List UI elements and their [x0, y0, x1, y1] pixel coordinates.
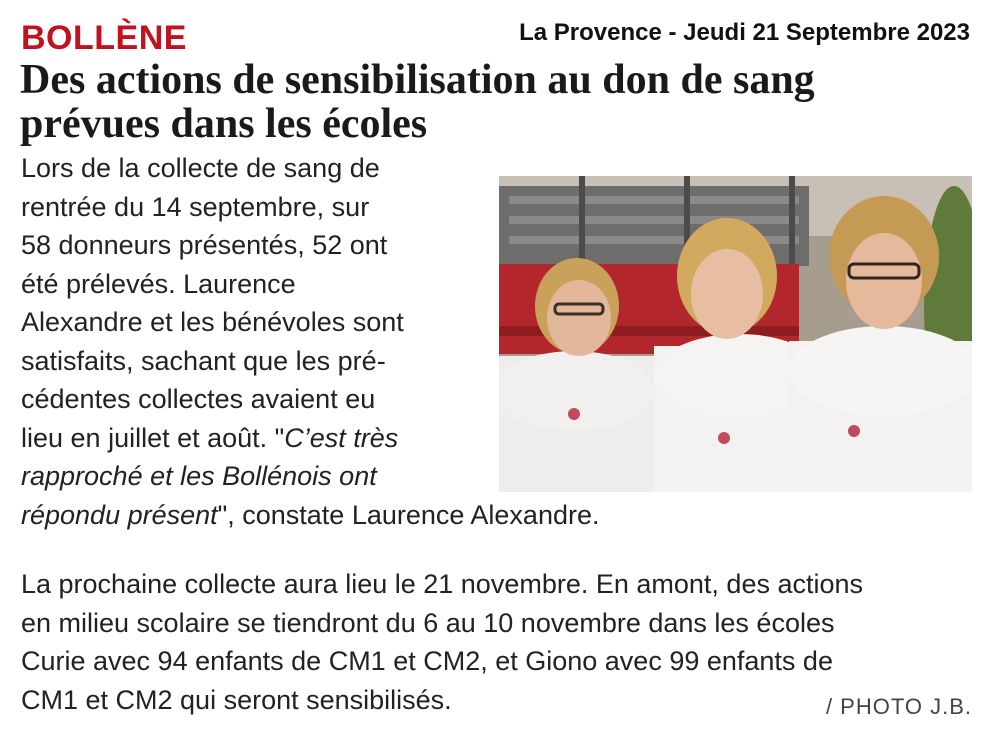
- volunteers-photo: [499, 176, 972, 492]
- body-line: Curie avec 94 enfants de CM1 et CM2, et Giono avec 99 enfants de: [21, 646, 833, 676]
- body-line: rentrée du 14 septembre, sur: [21, 191, 370, 222]
- article-column: [21, 149, 600, 534]
- headline-line: prévues dans les écoles: [20, 101, 428, 147]
- section-label: BOLLÈNE: [21, 19, 187, 57]
- body-line: cédentes collectes avaient eu: [21, 384, 376, 414]
- body-line: Alexandre et les bénévoles sont: [21, 307, 404, 337]
- body-line: Lors de la collecte de sang de: [21, 153, 380, 183]
- body-line: en milieu scolaire se tiendront du 6 au 10 novembre dans les écoles: [21, 607, 835, 638]
- body-text-plain: lieu en juillet et août. ": [21, 422, 285, 453]
- quote-line: rapproché et les Bollénois ont: [21, 461, 377, 491]
- body-line: CM1 et CM2 qui seront sensibilisés.: [21, 684, 452, 715]
- body-line: La prochaine collecte aura lieu le 21 novembre. En amont, des actions: [21, 569, 864, 599]
- body-line: [21, 496, 600, 535]
- headline-line: Des actions de sensibilisation au don de sang: [20, 57, 815, 103]
- headline: [20, 58, 970, 146]
- photo-credit: / PHOTO J.B.: [825, 694, 972, 719]
- quote-text: répondu présent: [21, 499, 218, 530]
- body-text-plain: ", constate Laurence Alexandre.: [217, 499, 600, 530]
- body-line: satisfaits, sachant que les pré-: [21, 345, 386, 376]
- body-line: été prélevés. Laurence: [21, 268, 296, 299]
- quote-text: C’est très: [284, 422, 399, 453]
- body-line: 58 donneurs présentés, 52 ont: [21, 230, 388, 260]
- dateline: La Provence - Jeudi 21 Septembre 2023: [519, 19, 970, 46]
- body-line: [21, 419, 461, 458]
